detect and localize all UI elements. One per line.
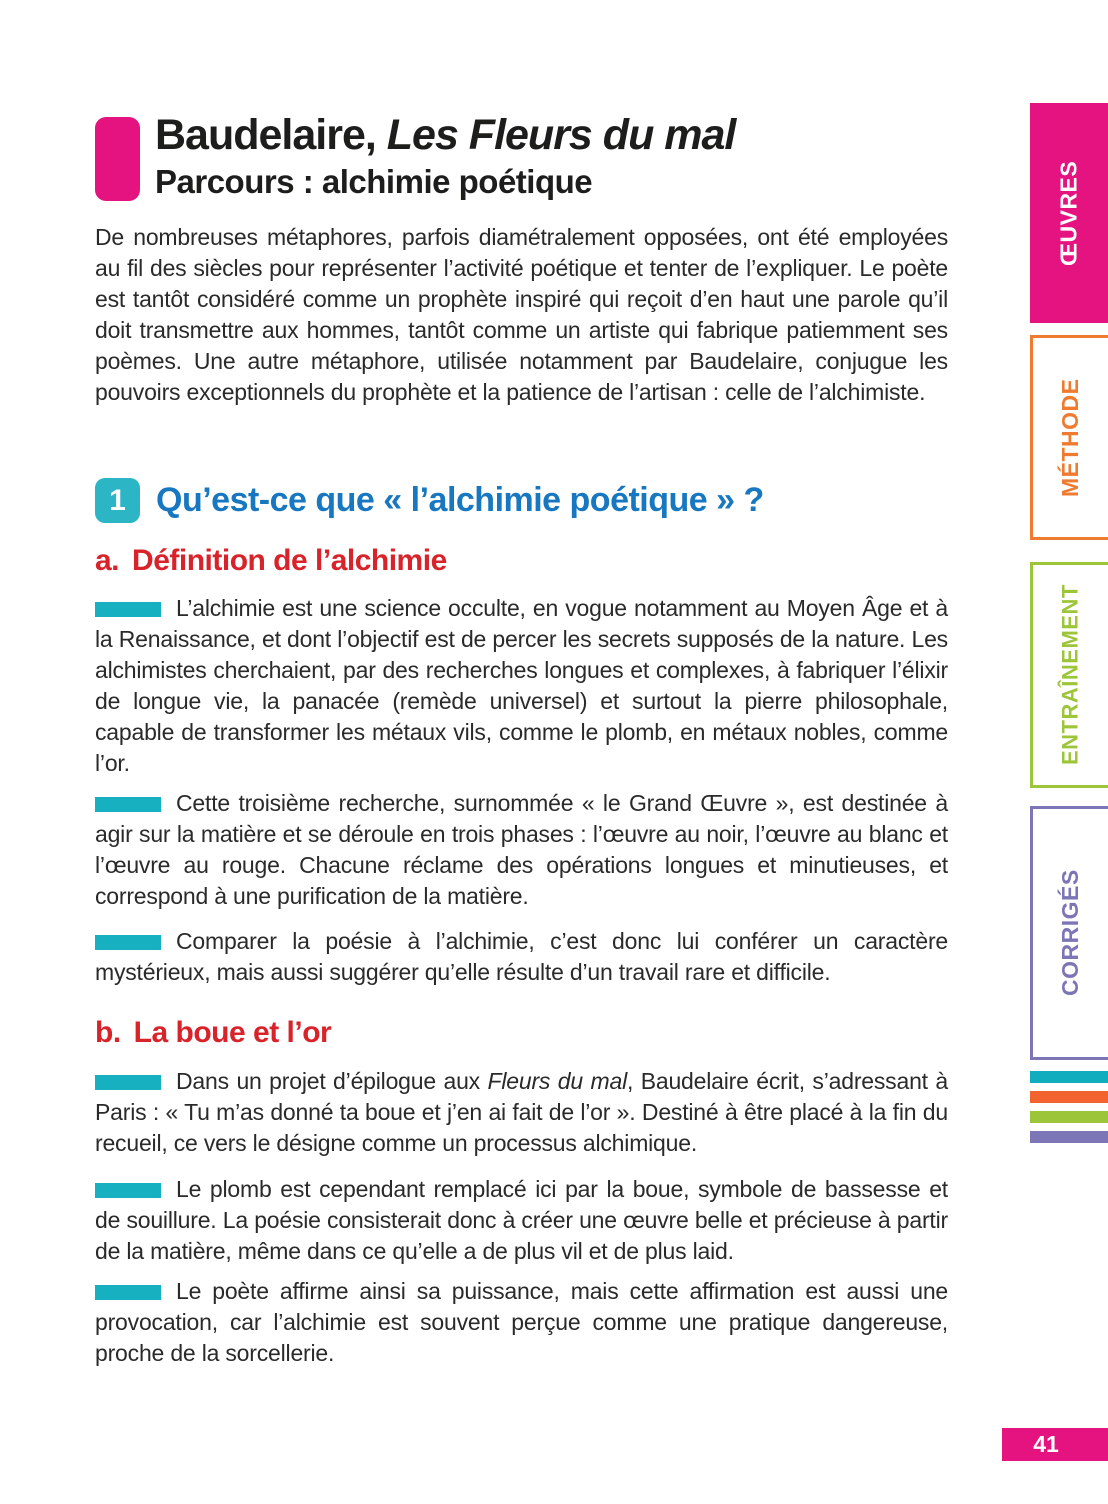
paragraph-text: Cette troisième recherche, surnommée « le Grand Œuvre », est destinée à agir sur la matière et se déroule en trois phases : l’œuvre au noir, l’œuvre au blanc et l’œuvre au rouge. Chacune réclame des opérations longues et minutieuses, et correspond à une purification de la matière. [95, 790, 948, 909]
paragraph-text: Le plomb est cependant remplacé ici par la boue, symbole de bassesse et de souillure. La poésie consisterait donc à créer une œuvre belle et précieuse à partir de la matière, même dans ce qu’elle a de plus vil et de plus laid. [95, 1176, 948, 1264]
paragraph-text: Le poète affirme ainsi sa puissance, mais cette affirmation est aussi une provocation, car l’alchimie est souvent perçue comme une pratique dangereuse, proche de la sorcellerie. [95, 1278, 948, 1366]
bullet-bar [95, 1285, 161, 1300]
subsection-b-heading [95, 1016, 948, 1050]
paragraph [95, 788, 948, 912]
tab-oeuvres[interactable] [1030, 103, 1108, 323]
page-title-italic: Les Fleurs du mal [386, 111, 736, 159]
paragraph-text: , Baudelaire écrit, s’adressant à Paris : « Tu m’as donné ta boue et j’en ai fait de l’or ». Destiné à être placé à la fin du recueil, ce vers le désigne comme un processus alchimique. [95, 1068, 948, 1156]
bullet-bar [95, 797, 161, 812]
paragraph-text-italic: Fleurs du mal [487, 1068, 627, 1094]
tab-methode-label: MÉTHODE [1057, 378, 1083, 497]
page-subtitle: Parcours : alchimie poétique [155, 163, 593, 200]
color-bar-orange [1030, 1091, 1108, 1103]
subsection-b-label: b. [95, 1016, 121, 1049]
section-heading [95, 478, 948, 523]
subsection-b-title: La boue et l’or [133, 1016, 332, 1049]
bullet-bar [95, 1075, 161, 1090]
intro-paragraph: De nombreuses métaphores, parfois diamétralement opposées, ont été employées au fil des siècles pour représenter l’activité poétique et tenter de l’expliquer. Le poète est tantôt considéré comme un prophète inspiré qui reçoit d’en haut une parole qu’il doit transmettre aux hommes, tantôt comme un artiste qui fabrique patiemment ses poèmes. Une autre métaphore, utilisée notamment par Baudelaire, conjugue les pouvoirs exceptionnels du prophète et la patience de l’artisan : celle de l’alchimiste. [95, 224, 948, 405]
tab-entrainement-label: ENTRAÎNEMENT [1057, 584, 1083, 766]
tab-oeuvres-label: ŒUVRES [1055, 160, 1082, 266]
title-accent-bar [95, 117, 140, 201]
paragraph [95, 1174, 948, 1267]
page-title-regular: Baudelaire, [155, 111, 387, 159]
paragraph-text: Comparer la poésie à l’alchimie, c’est donc lui conférer un caractère mystérieux, mais aussi suggérer qu’elle résulte d’un travail rare et difficile. [95, 928, 948, 985]
color-bar-teal [1030, 1071, 1108, 1083]
paragraph [95, 593, 948, 779]
color-bar-green [1030, 1111, 1108, 1123]
bullet-bar [95, 602, 161, 617]
section-number-badge: 1 [95, 478, 140, 523]
tab-corriges[interactable] [1030, 806, 1108, 1060]
page-title [155, 110, 955, 160]
tab-entrainement[interactable] [1030, 562, 1108, 788]
bullet-bar [95, 935, 161, 950]
title-block [95, 110, 955, 204]
subsection-a-heading [95, 544, 948, 578]
paragraph [95, 1066, 948, 1159]
paragraph [95, 926, 948, 988]
page-number-badge: 41 [1002, 1428, 1108, 1461]
tab-methode[interactable] [1030, 335, 1108, 540]
paragraph-text: Dans un projet d’épilogue aux [176, 1068, 488, 1094]
subsection-a-label: a. [95, 544, 120, 577]
color-bar-purple [1030, 1131, 1108, 1143]
paragraph-text: L’alchimie est une science occulte, en vogue notamment au Moyen Âge et à la Renaissance, et dont l’objectif est de percer les secrets supposés de la nature. Les alchimistes cherchaient, par des recherches longues et complexes, à fabriquer l’élixir de longue vie, la panacée (remède universel) et surtout la pierre philosophale, capable de transformer les métaux vils, comme le plomb, en métaux nobles, comme l’or. [95, 595, 948, 776]
subsection-a-title: Définition de l’alchimie [132, 544, 447, 577]
section-title: Qu’est-ce que « l’alchimie poétique » ? [156, 481, 764, 519]
bullet-bar [95, 1183, 161, 1198]
paragraph [95, 1276, 948, 1369]
tab-corriges-label: CORRIGÉS [1057, 869, 1083, 997]
